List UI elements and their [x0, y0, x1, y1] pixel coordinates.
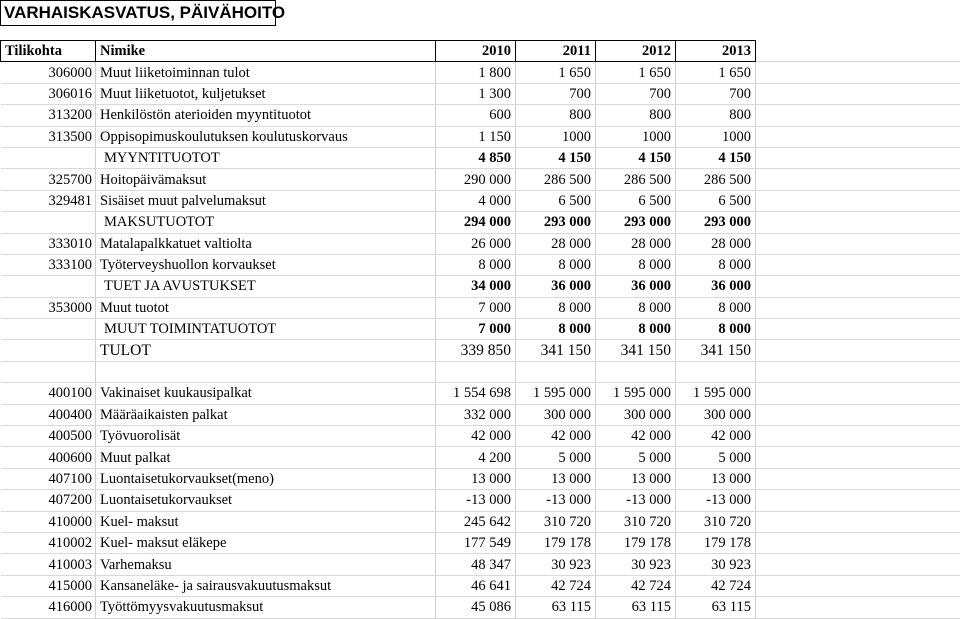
value-cell[interactable]: 300 000 — [516, 404, 596, 425]
value-cell[interactable]: 46 641 — [436, 575, 516, 596]
value-cell[interactable]: 63 115 — [516, 597, 596, 618]
value-cell[interactable]: 1 554 698 — [436, 383, 516, 404]
value-cell[interactable]: -13 000 — [516, 490, 596, 511]
value-cell[interactable]: 48 347 — [436, 554, 516, 575]
empty-cell[interactable] — [756, 575, 960, 596]
value-cell[interactable]: 800 — [676, 105, 756, 126]
value-cell[interactable]: 28 000 — [516, 233, 596, 254]
value-cell[interactable]: 300 000 — [596, 404, 676, 425]
empty-cell[interactable] — [756, 254, 960, 275]
value-cell[interactable]: 1000 — [516, 126, 596, 147]
value-cell[interactable]: 13 000 — [596, 468, 676, 489]
value-cell[interactable]: 34 000 — [436, 276, 516, 297]
value-cell[interactable]: 28 000 — [676, 233, 756, 254]
empty-cell[interactable] — [756, 190, 960, 211]
table-row — [1, 554, 960, 575]
header-row — [1, 41, 960, 62]
table-row — [1, 490, 960, 511]
value-cell[interactable]: 4 000 — [436, 190, 516, 211]
value-cell[interactable]: 341 150 — [596, 340, 676, 361]
empty-cell[interactable] — [756, 233, 960, 254]
empty-cell[interactable] — [756, 511, 960, 532]
value-cell[interactable]: 8 000 — [676, 297, 756, 318]
value-cell[interactable]: 179 178 — [596, 532, 676, 553]
account-name-cell[interactable] — [96, 361, 436, 382]
value-cell[interactable]: 245 642 — [436, 511, 516, 532]
value-cell[interactable]: 1 650 — [596, 62, 676, 83]
account-code-cell[interactable]: 313500 — [1, 126, 96, 147]
account-code-cell[interactable]: 400600 — [1, 447, 96, 468]
value-cell[interactable] — [676, 361, 756, 382]
account-name-cell[interactable]: Työttömyysvakuutusmaksut — [96, 597, 436, 618]
value-cell[interactable]: 8 000 — [596, 297, 676, 318]
value-cell[interactable]: 7 000 — [436, 297, 516, 318]
subtotal-row — [1, 340, 960, 361]
empty-cell[interactable] — [756, 597, 960, 618]
account-code-cell[interactable]: 407100 — [1, 468, 96, 489]
table-row — [1, 511, 960, 532]
value-cell[interactable] — [436, 361, 516, 382]
empty-cell[interactable] — [756, 169, 960, 190]
value-cell[interactable]: 42 000 — [436, 426, 516, 447]
account-code-cell[interactable] — [1, 276, 96, 297]
value-cell[interactable]: 36 000 — [596, 276, 676, 297]
value-cell[interactable]: 341 150 — [516, 340, 596, 361]
table-row — [1, 62, 960, 83]
value-cell[interactable]: 4 850 — [436, 147, 516, 168]
subtotal-row — [1, 319, 960, 340]
table-row — [1, 426, 960, 447]
value-cell[interactable]: 5 000 — [596, 447, 676, 468]
table-row — [1, 254, 960, 275]
value-cell[interactable]: 8 000 — [436, 254, 516, 275]
value-cell[interactable]: 1 150 — [436, 126, 516, 147]
value-cell[interactable]: 8 000 — [516, 254, 596, 275]
header-year-2013[interactable]: 2013 — [676, 41, 756, 62]
value-cell[interactable]: 36 000 — [676, 276, 756, 297]
account-code-cell[interactable]: 329481 — [1, 190, 96, 211]
empty-cell[interactable] — [756, 361, 960, 382]
value-cell[interactable]: 42 000 — [676, 426, 756, 447]
account-name-cell[interactable]: MUUT TOIMINTATUOTOT — [96, 319, 436, 340]
account-name-cell[interactable]: TUET JA AVUSTUKSET — [96, 276, 436, 297]
empty-cell[interactable] — [756, 319, 960, 340]
value-cell[interactable]: 700 — [596, 83, 676, 104]
table-row — [1, 597, 960, 618]
empty-cell[interactable] — [756, 41, 960, 62]
value-cell[interactable]: -13 000 — [676, 490, 756, 511]
account-code-cell[interactable] — [1, 361, 96, 382]
value-cell[interactable]: 1 595 000 — [676, 383, 756, 404]
account-name-cell[interactable]: Määräaikaisten palkat — [96, 404, 436, 425]
account-name-cell[interactable]: Muut palkat — [96, 447, 436, 468]
account-name-cell[interactable]: Muut liiketoiminnan tulot — [96, 62, 436, 83]
empty-cell[interactable] — [756, 147, 960, 168]
value-cell[interactable]: 13 000 — [676, 468, 756, 489]
account-code-cell[interactable]: 325700 — [1, 169, 96, 190]
table-row — [1, 169, 960, 190]
account-name-cell[interactable]: Työvuorolisät — [96, 426, 436, 447]
value-cell[interactable]: 177 549 — [436, 532, 516, 553]
value-cell[interactable]: 293 000 — [676, 212, 756, 233]
empty-cell[interactable] — [756, 447, 960, 468]
table-row — [1, 83, 960, 104]
table-row — [1, 468, 960, 489]
value-cell[interactable]: 1 650 — [676, 62, 756, 83]
value-cell[interactable]: 42 724 — [676, 575, 756, 596]
value-cell[interactable]: -13 000 — [596, 490, 676, 511]
empty-cell[interactable] — [756, 426, 960, 447]
value-cell[interactable]: 26 000 — [436, 233, 516, 254]
empty-cell[interactable] — [756, 105, 960, 126]
header-year-2010[interactable]: 2010 — [436, 41, 516, 62]
value-cell[interactable]: 800 — [516, 105, 596, 126]
value-cell[interactable]: 42 724 — [516, 575, 596, 596]
table-row — [1, 383, 960, 404]
empty-cell[interactable] — [756, 276, 960, 297]
account-code-cell[interactable] — [1, 147, 96, 168]
table-row — [1, 233, 960, 254]
account-code-cell[interactable]: 400500 — [1, 426, 96, 447]
value-cell[interactable]: 8 000 — [516, 297, 596, 318]
value-cell[interactable]: 30 923 — [596, 554, 676, 575]
value-cell[interactable]: 4 200 — [436, 447, 516, 468]
account-name-cell[interactable]: Hoitopäivämaksut — [96, 169, 436, 190]
account-name-cell[interactable]: Luontaisetukorvaukset(meno) — [96, 468, 436, 489]
empty-cell[interactable] — [756, 83, 960, 104]
value-cell[interactable]: 63 115 — [676, 597, 756, 618]
account-code-cell[interactable]: 400400 — [1, 404, 96, 425]
value-cell[interactable]: 290 000 — [436, 169, 516, 190]
header-code[interactable]: Tilikohta — [1, 41, 96, 62]
value-cell[interactable]: 1000 — [596, 126, 676, 147]
value-cell[interactable]: 6 500 — [596, 190, 676, 211]
empty-cell[interactable] — [756, 532, 960, 553]
table-row — [1, 126, 960, 147]
account-name-cell[interactable]: Sisäiset muut palvelumaksut — [96, 190, 436, 211]
value-cell[interactable]: 4 150 — [676, 147, 756, 168]
account-name-cell[interactable]: Kuel- maksut — [96, 511, 436, 532]
value-cell[interactable]: 7 000 — [436, 319, 516, 340]
value-cell[interactable] — [516, 361, 596, 382]
spacer-row — [1, 361, 960, 382]
value-cell[interactable]: 286 500 — [676, 169, 756, 190]
budget-table — [0, 40, 960, 619]
account-name-cell[interactable]: Oppisopimuskoulutuksen koulutuskorvaus — [96, 126, 436, 147]
value-cell[interactable]: 42 000 — [516, 426, 596, 447]
account-code-cell[interactable]: 410000 — [1, 511, 96, 532]
value-cell[interactable]: 341 150 — [676, 340, 756, 361]
value-cell[interactable]: 179 178 — [516, 532, 596, 553]
subtotal-row — [1, 212, 960, 233]
account-name-cell[interactable]: Matalapalkkatuet valtiolta — [96, 233, 436, 254]
value-cell[interactable]: 1 650 — [516, 62, 596, 83]
account-code-cell[interactable]: 410003 — [1, 554, 96, 575]
account-name-cell[interactable]: Vakinaiset kuukausipalkat — [96, 383, 436, 404]
value-cell[interactable]: 294 000 — [436, 212, 516, 233]
value-cell[interactable]: 1 300 — [436, 83, 516, 104]
value-cell[interactable]: 800 — [596, 105, 676, 126]
value-cell[interactable]: 300 000 — [676, 404, 756, 425]
value-cell[interactable]: 1 595 000 — [596, 383, 676, 404]
header-year-2011[interactable]: 2011 — [516, 41, 596, 62]
account-name-cell[interactable]: Henkilöstön aterioiden myyntituotot — [96, 105, 436, 126]
value-cell[interactable]: 4 150 — [516, 147, 596, 168]
account-code-cell[interactable] — [1, 319, 96, 340]
account-name-cell[interactable]: Kuel- maksut eläkepe — [96, 532, 436, 553]
account-code-cell[interactable]: 306000 — [1, 62, 96, 83]
account-name-cell[interactable]: MAKSUTUOTOT — [96, 212, 436, 233]
account-code-cell[interactable]: 410002 — [1, 532, 96, 553]
value-cell[interactable]: 8 000 — [516, 319, 596, 340]
account-code-cell[interactable]: 416000 — [1, 597, 96, 618]
value-cell[interactable]: 339 850 — [436, 340, 516, 361]
table-row — [1, 447, 960, 468]
account-code-cell[interactable]: 306016 — [1, 83, 96, 104]
empty-cell[interactable] — [756, 212, 960, 233]
empty-cell[interactable] — [756, 468, 960, 489]
value-cell[interactable]: 42 000 — [596, 426, 676, 447]
account-name-cell[interactable]: TULOT — [96, 340, 436, 361]
value-cell[interactable]: 5 000 — [676, 447, 756, 468]
account-code-cell[interactable]: 333010 — [1, 233, 96, 254]
value-cell[interactable]: 310 720 — [596, 511, 676, 532]
account-name-cell[interactable]: Varhemaksu — [96, 554, 436, 575]
empty-cell[interactable] — [756, 126, 960, 147]
value-cell[interactable]: 30 923 — [676, 554, 756, 575]
value-cell[interactable]: 1 595 000 — [516, 383, 596, 404]
table-row — [1, 575, 960, 596]
subtotal-row — [1, 147, 960, 168]
value-cell[interactable]: 13 000 — [436, 468, 516, 489]
value-cell[interactable]: 5 000 — [516, 447, 596, 468]
value-cell[interactable]: -13 000 — [436, 490, 516, 511]
account-name-cell[interactable]: Muut liiketuotot, kuljetukset — [96, 83, 436, 104]
empty-cell[interactable] — [756, 383, 960, 404]
value-cell[interactable]: 332 000 — [436, 404, 516, 425]
value-cell[interactable] — [596, 361, 676, 382]
value-cell[interactable]: 700 — [676, 83, 756, 104]
table-row — [1, 297, 960, 318]
empty-cell[interactable] — [756, 297, 960, 318]
value-cell[interactable]: 45 086 — [436, 597, 516, 618]
account-code-cell[interactable] — [1, 212, 96, 233]
account-code-cell[interactable]: 400100 — [1, 383, 96, 404]
account-code-cell[interactable]: 407200 — [1, 490, 96, 511]
value-cell[interactable]: 6 500 — [676, 190, 756, 211]
value-cell[interactable]: 6 500 — [516, 190, 596, 211]
empty-cell[interactable] — [756, 490, 960, 511]
empty-cell[interactable] — [756, 340, 960, 361]
budget-table-wrapper — [0, 40, 960, 619]
table-row — [1, 404, 960, 425]
value-cell[interactable]: 42 724 — [596, 575, 676, 596]
value-cell[interactable]: 8 000 — [676, 319, 756, 340]
value-cell[interactable]: 13 000 — [516, 468, 596, 489]
value-cell[interactable]: 293 000 — [516, 212, 596, 233]
table-row — [1, 532, 960, 553]
account-name-cell[interactable]: Työterveyshuollon korvaukset — [96, 254, 436, 275]
header-name[interactable]: Nimike — [96, 41, 436, 62]
subtotal-row — [1, 276, 960, 297]
value-cell[interactable]: 4 150 — [596, 147, 676, 168]
account-name-cell[interactable]: Luontaisetukorvaukset — [96, 490, 436, 511]
account-code-cell[interactable]: 313200 — [1, 105, 96, 126]
value-cell[interactable]: 600 — [436, 105, 516, 126]
empty-cell[interactable] — [756, 554, 960, 575]
value-cell[interactable]: 700 — [516, 83, 596, 104]
empty-cell[interactable] — [756, 62, 960, 83]
header-year-2012[interactable]: 2012 — [596, 41, 676, 62]
value-cell[interactable]: 1 800 — [436, 62, 516, 83]
account-code-cell[interactable]: 333100 — [1, 254, 96, 275]
account-code-cell[interactable]: 353000 — [1, 297, 96, 318]
value-cell[interactable]: 36 000 — [516, 276, 596, 297]
account-name-cell[interactable]: Muut tuotot — [96, 297, 436, 318]
value-cell[interactable]: 286 500 — [516, 169, 596, 190]
account-name-cell[interactable]: MYYNTITUOTOT — [96, 147, 436, 168]
value-cell[interactable]: 310 720 — [516, 511, 596, 532]
sheet-title: VARHAISKASVATUS, PÄIVÄHOITO — [4, 2, 285, 24]
value-cell[interactable]: 8 000 — [676, 254, 756, 275]
value-cell[interactable]: 1000 — [676, 126, 756, 147]
empty-cell[interactable] — [756, 404, 960, 425]
value-cell[interactable]: 8 000 — [596, 254, 676, 275]
value-cell[interactable]: 286 500 — [596, 169, 676, 190]
account-name-cell[interactable]: Kansaneläke- ja sairausvakuutusmaksut — [96, 575, 436, 596]
value-cell[interactable]: 179 178 — [676, 532, 756, 553]
value-cell[interactable]: 63 115 — [596, 597, 676, 618]
value-cell[interactable]: 8 000 — [596, 319, 676, 340]
value-cell[interactable]: 293 000 — [596, 212, 676, 233]
table-row — [1, 190, 960, 211]
value-cell[interactable]: 28 000 — [596, 233, 676, 254]
table-row — [1, 105, 960, 126]
account-code-cell[interactable]: 415000 — [1, 575, 96, 596]
value-cell[interactable]: 310 720 — [676, 511, 756, 532]
value-cell[interactable]: 30 923 — [516, 554, 596, 575]
account-code-cell[interactable] — [1, 340, 96, 361]
